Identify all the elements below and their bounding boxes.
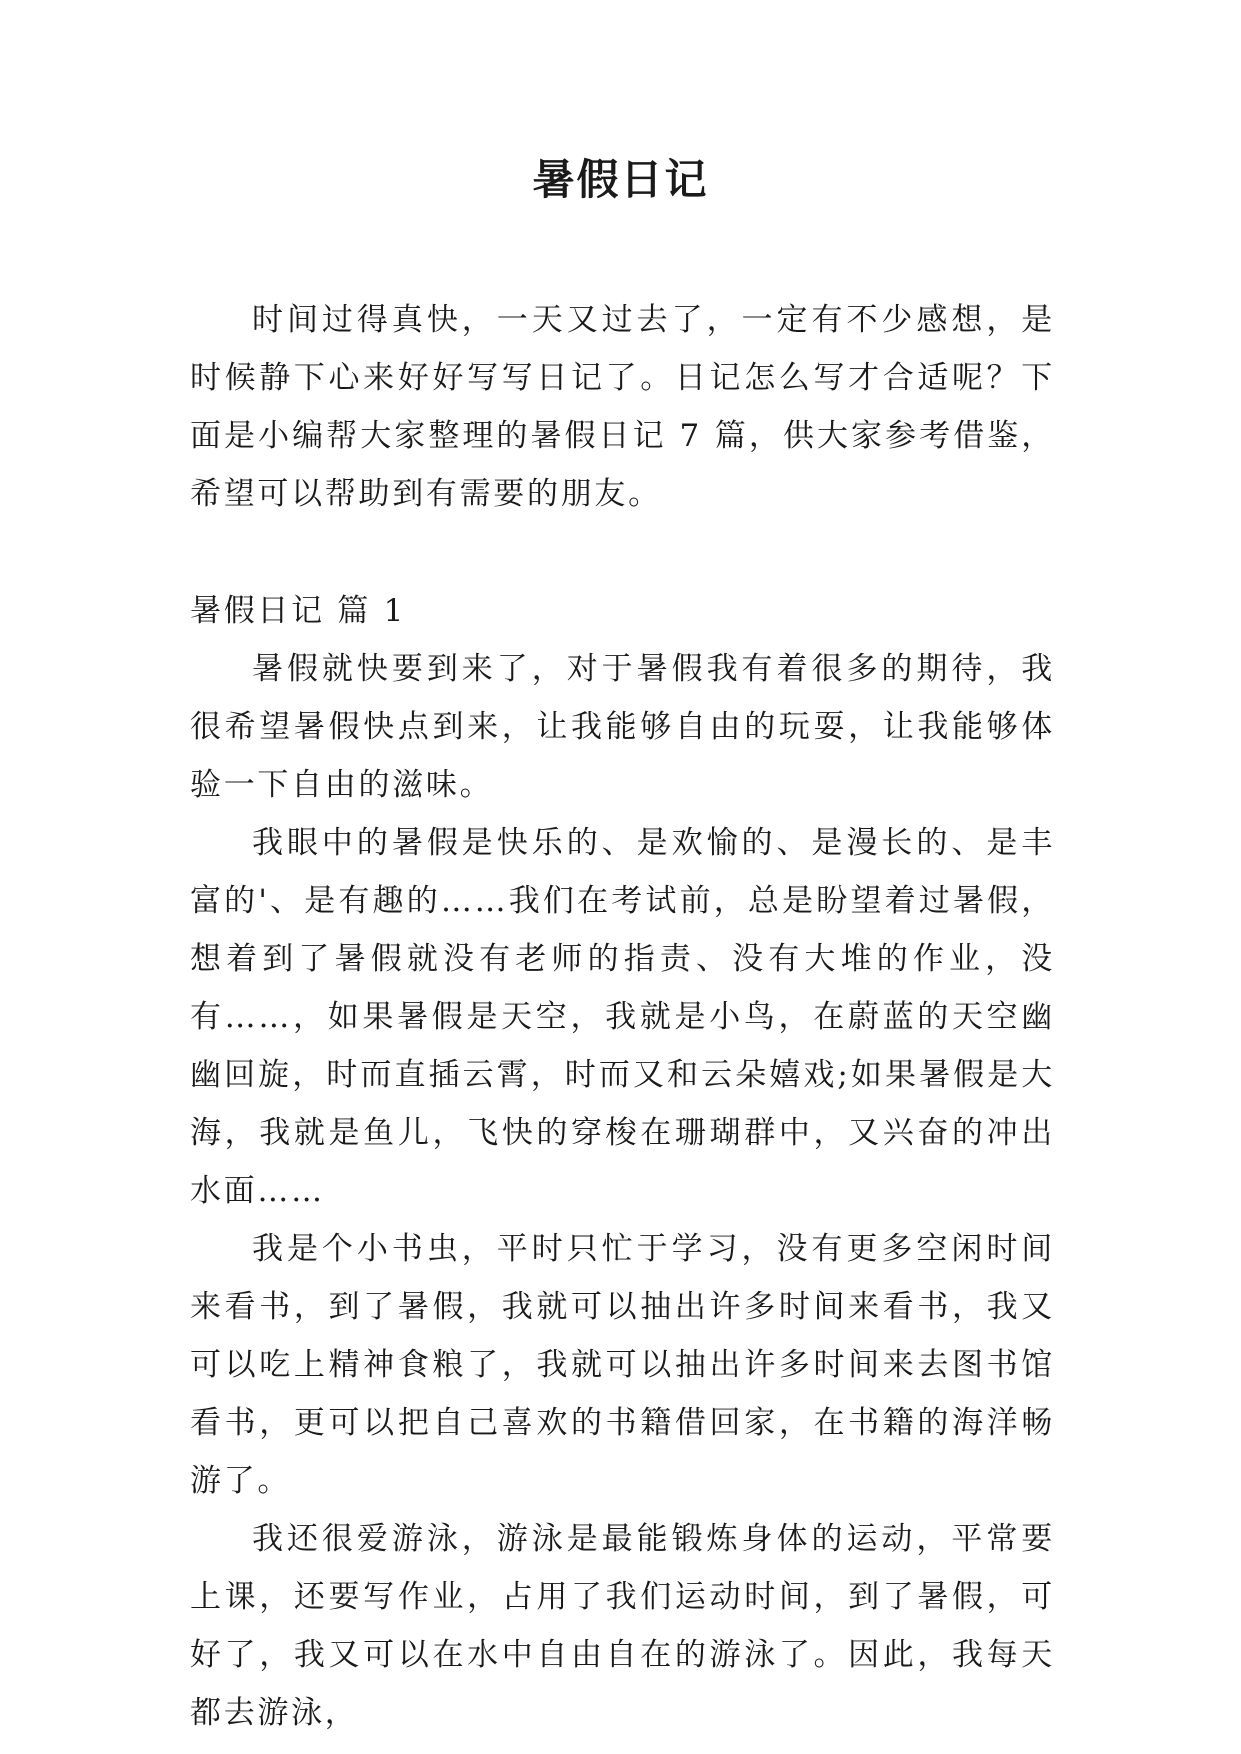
section-paragraph-2: 我眼中的暑假是快乐的、是欢愉的、是漫长的、是丰富的'、是有趣的……我们在考试前，总是盼望着过暑假，想着到了暑假就没有老师的指责、没有大堆的作业，没有……，如果暑假是天空，我就是小鸟，在蔚蓝的天空幽幽回旋，时而直插云霄，时而又和云朵嬉戏;如果暑假是大海，我就是鱼儿，飞快的穿梭在珊瑚群中，又兴奋的冲出水面…… [190,825,1055,1209]
page-title: 暑假日记 [532,155,709,204]
section-heading: 暑假日记 篇 1 [190,593,407,629]
intro-paragraph: 时间过得真快，一天又过去了，一定有不少感想，是时候静下心来好好写写日记了。日记怎么写才合适呢？下面是小编帮大家整理的暑假日记 7 篇，供大家参考借鉴，希望可以帮助到有需要的朋友。 [190,302,1055,512]
diary-section-1 [190,582,1055,1742]
section-paragraph-4: 我还很爱游泳，游泳是最能锻炼身体的运动，平常要上课，还要写作业，占用了我们运动时间，到了暑假，可好了，我又可以在水中自由自在的游泳了。因此，我每天都去游泳， [190,1521,1055,1731]
section-paragraph-3: 我是个小书虫，平时只忙于学习，没有更多空闲时间来看书，到了暑假，我就可以抽出许多时间来看书，我又可以吃上精神食粮了，我就可以抽出许多时间来去图书馆看书，更可以把自己喜欢的书籍借回家，在书籍的海洋畅游了。 [190,1231,1055,1499]
section-paragraph-1: 暑假就快要到来了，对于暑假我有着很多的期待，我很希望暑假快点到来，让我能够自由的玩耍，让我能够体验一下自由的滋味。 [190,651,1055,803]
